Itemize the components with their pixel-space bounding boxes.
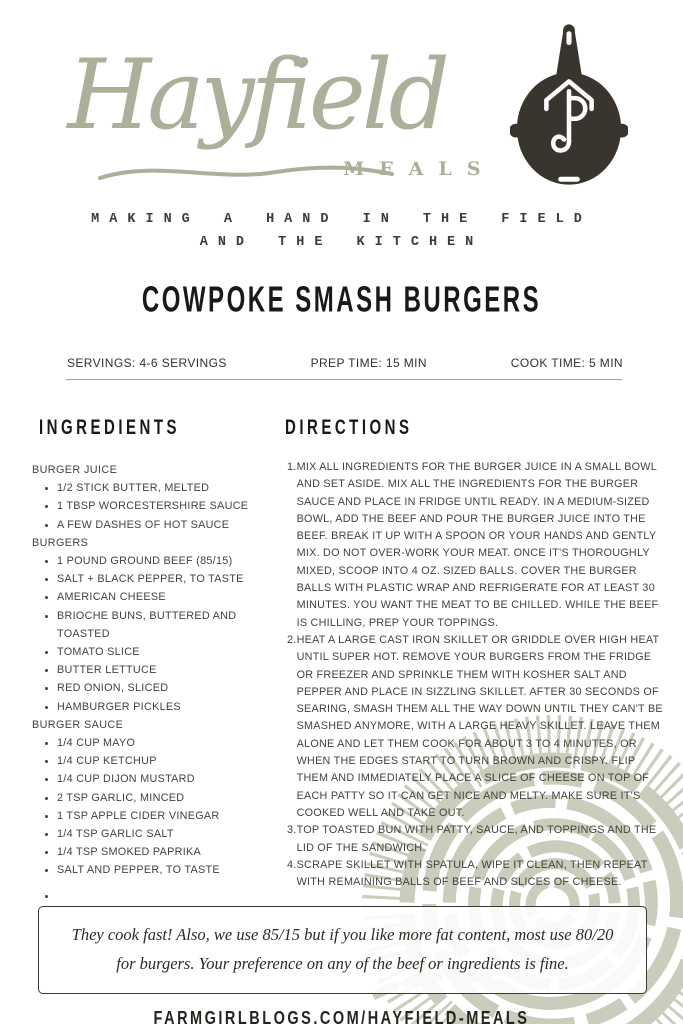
ingredient-item [32,479,285,497]
bullet-icon [45,615,48,618]
bullet-icon [45,851,48,854]
ingredient-item [32,807,285,825]
ingredients-column [32,416,285,898]
note-box [38,906,647,994]
bullet-icon [45,797,48,800]
bullet-icon [45,578,48,581]
direction-text: HEAT A LARGE CAST IRON SKILLET OR GRIDDLE OVER HIGH HEAT UNTIL SUPER HOT. REMOVE YOUR BURGERS FROM THE FRIDGE OR FREEZER AND SPRINKLE THEM WITH KOSHER SALT AND PEPPER AND PLACE IN SIZZLING SKILLET. AFTER 30 SECONDS OF SEARING, SMASH THEM ALL THE WAY DOWN UNTIL THEY CAN'T BE SMASHED ANYMORE, WITH A LARGE HEAVY SKILLET. LEAVE THEM ALONE AND LET THEM COOK FOR ABOUT 3 TO 4 MINUTES, OR WHEN THE EDGES START TO TURN BROWN AND CRISPY. FLIP THEM AND IMMEDIATELY PLACE A SLICE OF CHEESE ON TOP OF EACH PATTY SO IT CAN GET NICE AND MELTY. MAKE SURE IT'S COOKED WELL AND TAKE OUT. [296,633,663,819]
direction-text: MIX ALL INGREDIENTS FOR THE BURGER JUICE IN A SMALL BOWL AND SET ASIDE. MIX ALL THE INGREDIENTS FOR THE BURGER SAUCE AND PLACE IN FRIDGE UNTIL READY. IN A MEDIUM-SIZED BOWL, ADD THE BEEF AND POUR THE BURGER JUICE INTO THE BEEF. BREAK IT UP WITH A SPOON OR YOUR HANDS AND GENTLY MIX. DO NOT OVER-WORK YOUR MEAT. ONCE IT'S THOROUGHLY MIXED, SCOOP INTO 4 OZ. SIZED BALLS. COVER THE BURGER BALLS WITH PLASTIC WRAP AND REFRIGERATE FOR AT LEAST 30 MINUTES. YOU WANT THE MEAT TO BE CHILLED. WHILE THE BEEF IS CHILLING, PREP YOUR TOPPINGS. [296,461,659,629]
ingredient-item [32,552,285,570]
bullet-icon [45,505,48,508]
ingredient-item [32,843,285,861]
bullet-icon [45,778,48,781]
tagline-line-2: AND THE KITCHEN [199,235,484,250]
bullet-icon [45,669,48,672]
ingredient-item [32,789,285,807]
ingredient-item [32,698,285,716]
ingredient-text: 1 POUND GROUND BEEF (85/15) [57,555,233,568]
step-number: 3. [287,824,297,837]
servings-value: SERVINGS: 4-6 SERVINGS [67,356,227,370]
ingredient-item [32,887,285,898]
ingredient-text: 1 TSP APPLE CIDER VINEGAR [57,809,220,822]
bullet-icon [45,687,48,690]
page-footer [0,1008,683,1024]
ingredient-text: 1/4 CUP DIJON MUSTARD [57,773,195,786]
ingredient-item [32,516,285,534]
bullet-icon [45,706,48,709]
ingredient-text: A FEW DASHES OF HOT SAUCE [57,518,230,531]
ingredient-item [32,661,285,679]
ingredient-item [32,752,285,770]
bullet-icon [45,742,48,745]
ingredient-group-heading: BURGERS [32,536,89,549]
directions-heading: DIRECTIONS [285,416,413,440]
ingredient-text: 1/4 CUP MAYO [57,737,136,750]
bullet-icon [45,487,48,490]
ingredient-text: AMERICAN CHEESE [57,591,166,604]
ingredient-text: BUTTER LETTUCE [57,664,157,677]
ingredient-text: SALT AND PEPPER, TO TASTE [57,864,220,877]
ingredient-item [32,825,285,843]
bullet-icon [45,560,48,563]
ingredient-text: RED ONION, SLICED [57,682,169,695]
recipe-meta-row [67,356,623,370]
direction-text: SCRAPE SKILLET WITH SPATULA, WIPE IT CLEAN, THEN REPEAT WITH REMAINING BALLS OF BEEF AND SLICES OF CHEESE. [296,858,648,889]
bullet-icon [45,524,48,527]
ingredient-text: 1/4 TSP SMOKED PAPRIKA [57,846,202,859]
ingredient-item [32,643,285,661]
ingredient-group-heading: BURGER SAUCE [32,718,124,731]
ingredients-heading: INGREDIENTS [39,416,181,440]
ingredient-text: TOMATO SLICE [57,646,140,659]
brand-sub-wordmark: MEALS [343,158,496,180]
note-text: They cook fast! Also, we use 85/15 but if you like more fat content, most use 80/20 for burgers. Your preference on any of the beef or ingredients is fine. [71,924,614,973]
recipe-title: COWPOKE SMASH BURGERS [141,280,542,321]
footer-url: FARMGIRLBLOGS.COM/HAYFIELD-MEALS [153,1008,530,1024]
ingredient-group-heading: BURGER JUICE [32,464,118,476]
ingredient-item [32,497,285,515]
cast-iron-skillet-brand-icon [510,22,628,190]
step-number: 1. [287,461,297,473]
brand-script-wordmark: Hayfield [67,39,446,151]
bullet-icon [45,869,48,872]
bullet-icon [45,651,48,654]
bullet-icon [45,833,48,836]
title-wrap [0,280,683,326]
direction-step [287,459,666,632]
meta-divider-line [66,379,622,380]
ingredients-list [32,461,285,898]
step-number: 2. [287,633,297,646]
prep-time-value: PREP TIME: 15 MIN [310,356,427,370]
ingredient-text: 1/2 STICK BUTTER, MELTED [57,482,210,495]
directions-column [285,416,668,898]
step-number: 4. [287,858,297,871]
ingredient-item [32,770,285,788]
tagline [0,212,683,250]
ingredient-text: 1/4 CUP KETCHUP [57,755,157,768]
cook-time-value: COOK TIME: 5 MIN [510,356,623,370]
ingredient-item [32,570,285,588]
bullet-icon [45,596,48,599]
ingredient-item [32,679,285,697]
ingredient-text: BRIOCHE BUNS, BUTTERED AND TOASTED [57,609,237,640]
ingredient-text: HAMBURGER PICKLES [57,700,181,713]
bullet-icon [45,760,48,763]
ingredient-item [32,861,285,879]
ingredient-text: 1/4 TSP GARLIC SALT [57,828,174,841]
bullet-icon [45,815,48,818]
ingredient-item [32,607,285,643]
ingredient-text: SALT + BLACK PEPPER, TO TASTE [57,573,244,586]
ingredient-item [32,734,285,752]
direction-step [287,822,666,857]
tagline-line-1: MAKING A HAND IN THE FIELD [91,212,592,227]
directions-list [285,459,668,891]
brand-logo [56,20,496,180]
direction-step [287,857,666,892]
direction-step [287,632,666,822]
bullet-icon [45,895,48,898]
direction-text: TOP TOASTED BUN WITH PATTY, SAUCE, AND TOPPINGS AND THE LID OF THE SANDWICH. [296,824,657,854]
recipe-columns [32,416,668,898]
ingredient-item [32,588,285,606]
brand-header [0,0,683,196]
ingredient-text: 2 TSP GARLIC, MINCED [57,791,185,804]
ingredient-text: 1 TBSP WORCESTERSHIRE SAUCE [57,500,249,513]
